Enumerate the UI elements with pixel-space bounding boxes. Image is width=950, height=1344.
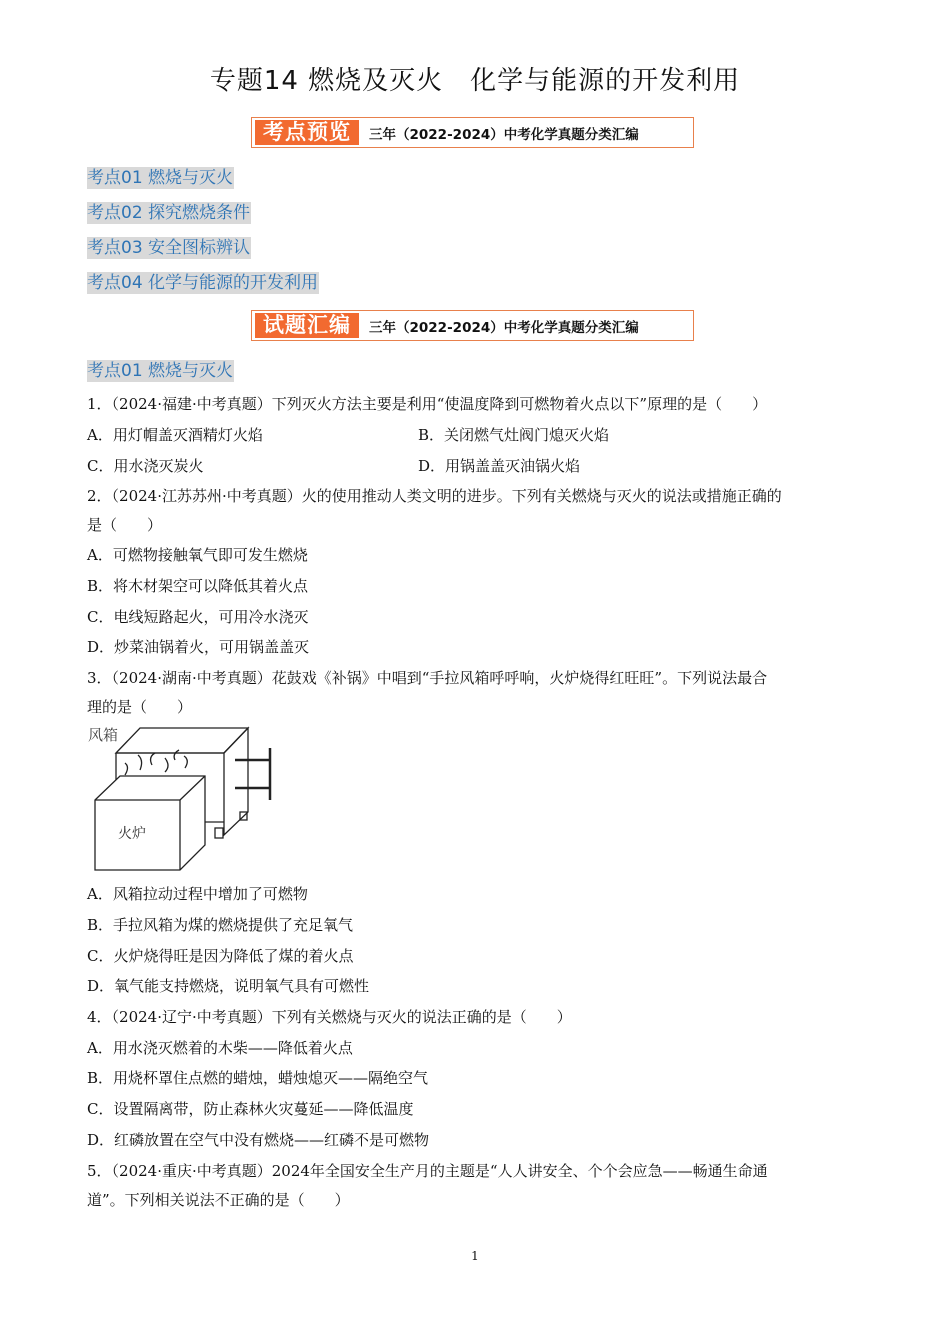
q2-stem: 2．（2024·江苏苏州·中考真题）火的使用推动人类文明的进步。下列有关燃烧与灭火的说法或措施正确的 (87, 487, 782, 505)
banner-subtitle: 三年（2022-2024）中考化学真题分类汇编 (369, 319, 639, 336)
page-title: 专题14 燃烧及灭火 化学与能源的开发利用 (209, 66, 741, 96)
q3-option-c: C．火炉烧得旺是因为降低了煤的着火点 (87, 947, 354, 965)
toc-link-02[interactable]: 考点02 探究燃烧条件 (87, 203, 251, 223)
bellows-label: 风箱 (88, 726, 119, 744)
q1-option-a: A．用灯帽盖灭酒精灯火焰 (87, 426, 263, 444)
q4-option-a: A．用水浇灭燃着的木柴——降低着火点 (87, 1039, 353, 1057)
toc-link-04[interactable]: 考点04 化学与能源的开发利用 (87, 273, 319, 293)
q2-option-d: D．炒菜油锅着火，可用锅盖盖灭 (87, 638, 310, 656)
toc-link-03[interactable]: 考点03 安全图标辨认 (87, 238, 251, 258)
toc-link-01[interactable]: 考点01 燃烧与灭火 (87, 168, 234, 188)
q5-stem-cont: 道”。下列相关说法不正确的是（ ） (87, 1191, 350, 1209)
q2-option-a: A．可燃物接触氧气即可发生燃烧 (87, 546, 308, 564)
q4-option-c: C．设置隔离带，防止森林火灾蔓延——降低温度 (87, 1100, 414, 1118)
q3-option-a: A．风箱拉动过程中增加了可燃物 (87, 885, 308, 903)
q1-option-c: C．用水浇灭炭火 (87, 457, 204, 475)
furnace-label: 火炉 (118, 826, 146, 842)
page-number: 1 (471, 1249, 479, 1263)
banner-subtitle: 三年（2022-2024）中考化学真题分类汇编 (369, 126, 639, 143)
preview-banner (251, 117, 694, 148)
q3-stem-cont: 理的是（ ） (87, 698, 193, 716)
q4-option-b: B．用烧杯罩住点燃的蜡烛，蜡烛熄灭——隔绝空气 (87, 1069, 429, 1087)
q3-option-b: B．手拉风箱为煤的燃烧提供了充足氧气 (87, 916, 354, 934)
q2-stem-cont: 是（ ） (87, 516, 163, 534)
q2-option-c: C．电线短路起火，可用冷水浇灭 (87, 608, 309, 626)
q1-option-d: D．用锅盖盖灭油锅火焰 (418, 457, 581, 475)
q2-option-b: B．将木材架空可以降低其着火点 (87, 577, 309, 595)
q1-stem: 1．（2024·福建·中考真题）下列灭火方法主要是利用“使温度降到可燃物着火点以下”原理的是（ ） (87, 395, 768, 413)
questions-banner (251, 310, 694, 341)
banner-tag: 试题汇编 (255, 313, 359, 338)
q3-option-d: D．氧气能支持燃烧，说明氧气具有可燃性 (87, 977, 370, 995)
bellows-furnace-figure (80, 720, 280, 880)
q3-stem: 3．（2024·湖南·中考真题）花鼓戏《补锅》中唱到“手拉风箱呼呼响，火炉烧得红旺旺”。下列说法最合 (87, 669, 768, 687)
q4-option-d: D．红磷放置在空气中没有燃烧——红磷不是可燃物 (87, 1131, 430, 1149)
section-heading[interactable]: 考点01 燃烧与灭火 (87, 361, 234, 381)
q4-stem: 4．（2024·辽宁·中考真题）下列有关燃烧与灭火的说法正确的是（ ） (87, 1008, 572, 1026)
q5-stem: 5．（2024·重庆·中考真题）2024年全国安全生产月的主题是“人人讲安全、个个会应急——畅通生命通 (87, 1162, 768, 1180)
banner-tag: 考点预览 (255, 120, 359, 145)
q1-option-b: B．关闭燃气灶阀门熄灭火焰 (418, 426, 610, 444)
